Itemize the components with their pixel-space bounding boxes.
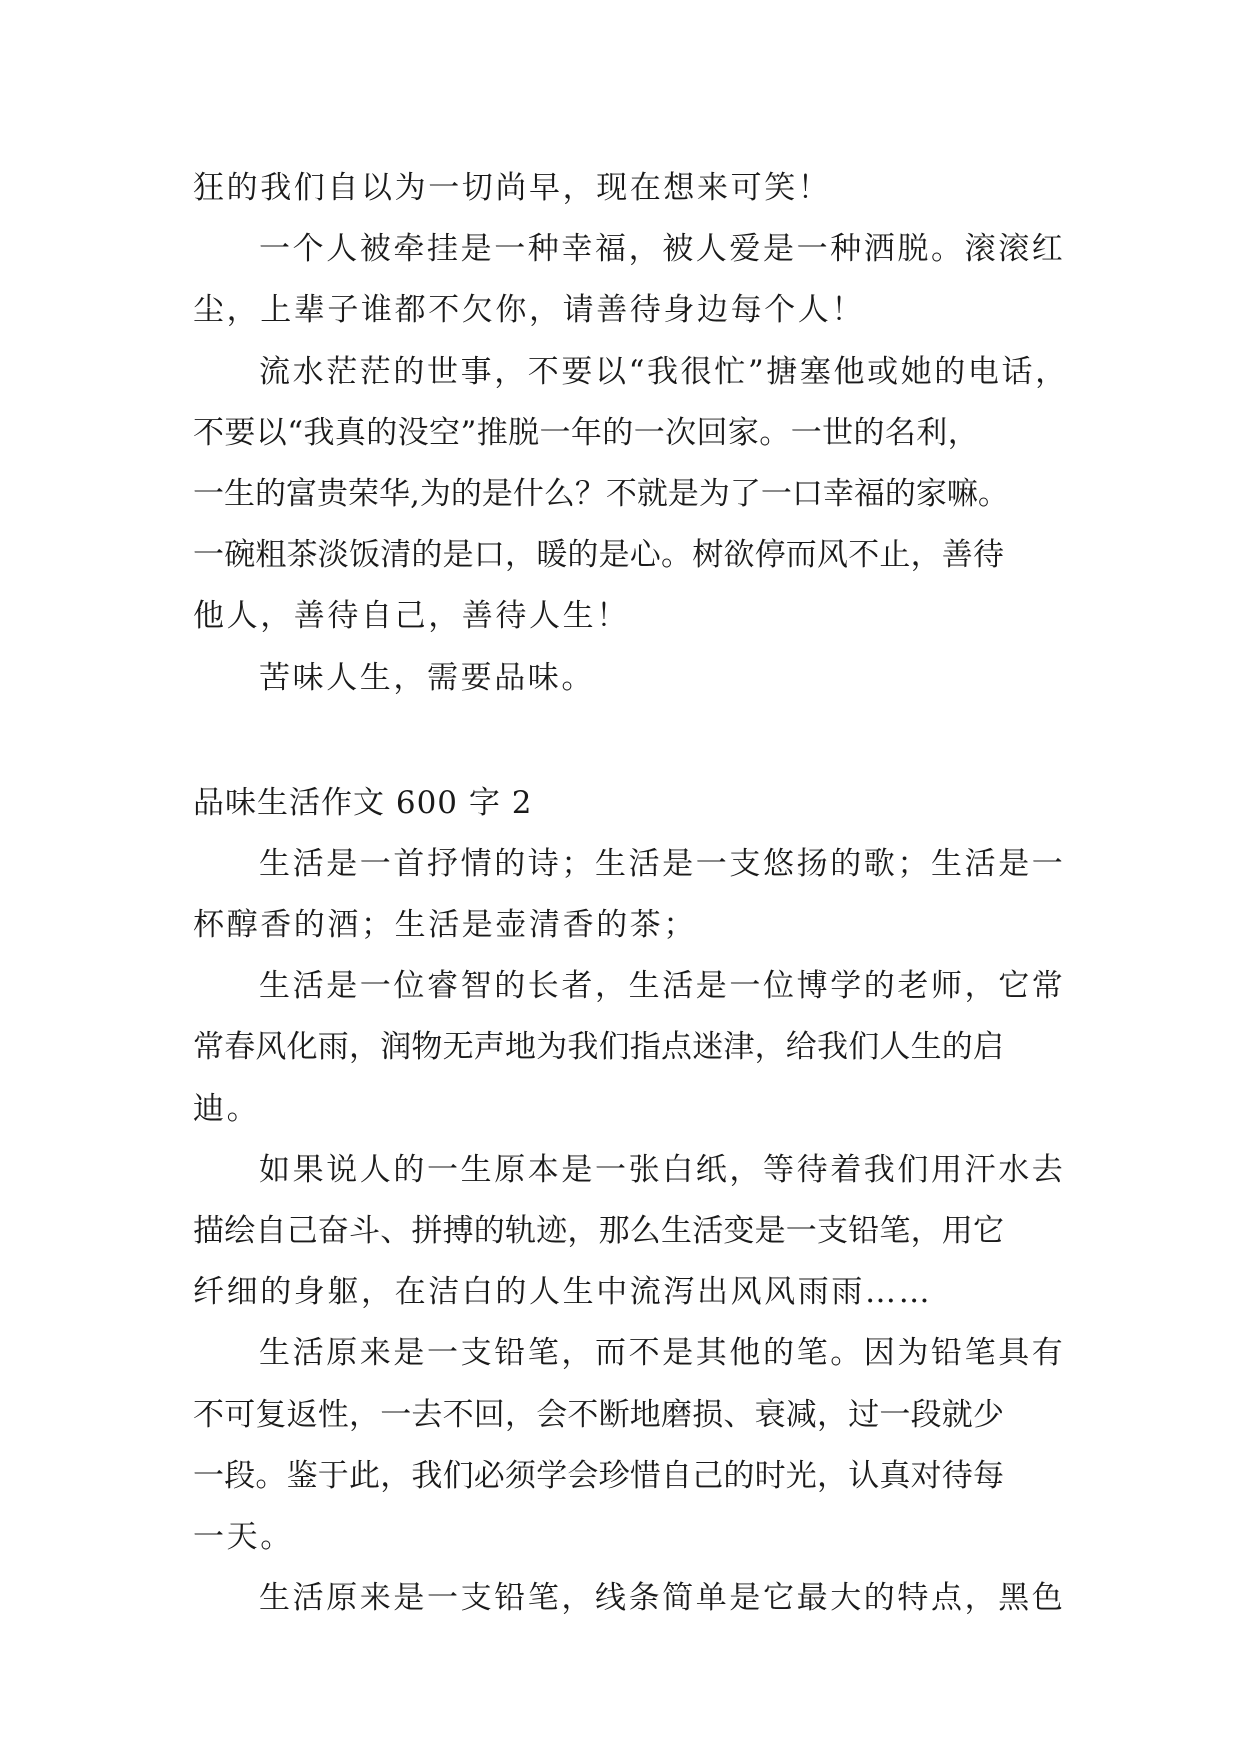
text-line: 他人，善待自己，善待人生！ bbox=[193, 598, 630, 635]
paragraph-start-line: 苦味人生，需要品味。 bbox=[259, 659, 595, 696]
text-line: 狂的我们自以为一切尚早，现在想来可笑！ bbox=[193, 170, 832, 206]
text-line: 尘，上辈子谁都不欠你，请善待身边每个人！ bbox=[193, 292, 865, 329]
paragraph-start-line: 生活原来是一支铅笔，而不是其他的笔。因为铅笔具有 bbox=[259, 1335, 1066, 1372]
text-line: 不可复返性，一去不回，会不断地磨损、衰减，过一段就少 bbox=[193, 1396, 1005, 1433]
text-line: 一碗粗茶淡饭清的是口，暖的是心。树欲停而风不止，善待 bbox=[193, 537, 1005, 574]
text-line: 一生的富贵荣华,为的是什么？不就是为了一口幸福的家嘛。 bbox=[193, 475, 1009, 512]
text-line: 一天。 bbox=[193, 1518, 294, 1555]
section-title: 品味生活作文 600 字 2 bbox=[193, 784, 533, 821]
paragraph-start-line: 一个人被牵挂是一种幸福，被人爱是一种洒脱。滚滚红 bbox=[259, 231, 1066, 268]
text-line: 不要以“我真的没空”推脱一年的一次回家。一世的名利， bbox=[193, 414, 980, 451]
text-line: 迪。 bbox=[193, 1090, 261, 1127]
paragraph-start-line: 生活是一位睿智的长者，生活是一位博学的老师，它常 bbox=[259, 968, 1066, 1005]
text-line: 常春风化雨，润物无声地为我们指点迷津，给我们人生的启 bbox=[193, 1029, 1005, 1066]
text-line: 一段。鉴于此，我们必须学会珍惜自己的时光，认真对待每 bbox=[193, 1457, 1005, 1494]
section-gap bbox=[193, 709, 1055, 773]
text-line: 杯醇香的酒；生活是壶清香的茶； bbox=[193, 907, 697, 944]
document-page bbox=[193, 158, 1069, 1629]
paragraph-start-line: 生活原来是一支铅笔，线条简单是它最大的特点，黑色 bbox=[259, 1580, 1066, 1617]
paragraph-start-line: 生活是一首抒情的诗；生活是一支悠扬的歌；生活是一 bbox=[259, 845, 1066, 882]
text-line: 纤细的身躯，在洁白的人生中流泻出风风雨雨…… bbox=[193, 1274, 933, 1311]
text-line: 描绘自己奋斗、拼搏的轨迹，那么生活变是一支铅笔，用它 bbox=[193, 1213, 1005, 1249]
paragraph-start-line: 如果说人的一生原本是一张白纸，等待着我们用汗水去 bbox=[259, 1151, 1066, 1188]
paragraph-start-line: 流水茫茫的世事，不要以“我很忙”搪塞他或她的电话， bbox=[259, 353, 1069, 390]
